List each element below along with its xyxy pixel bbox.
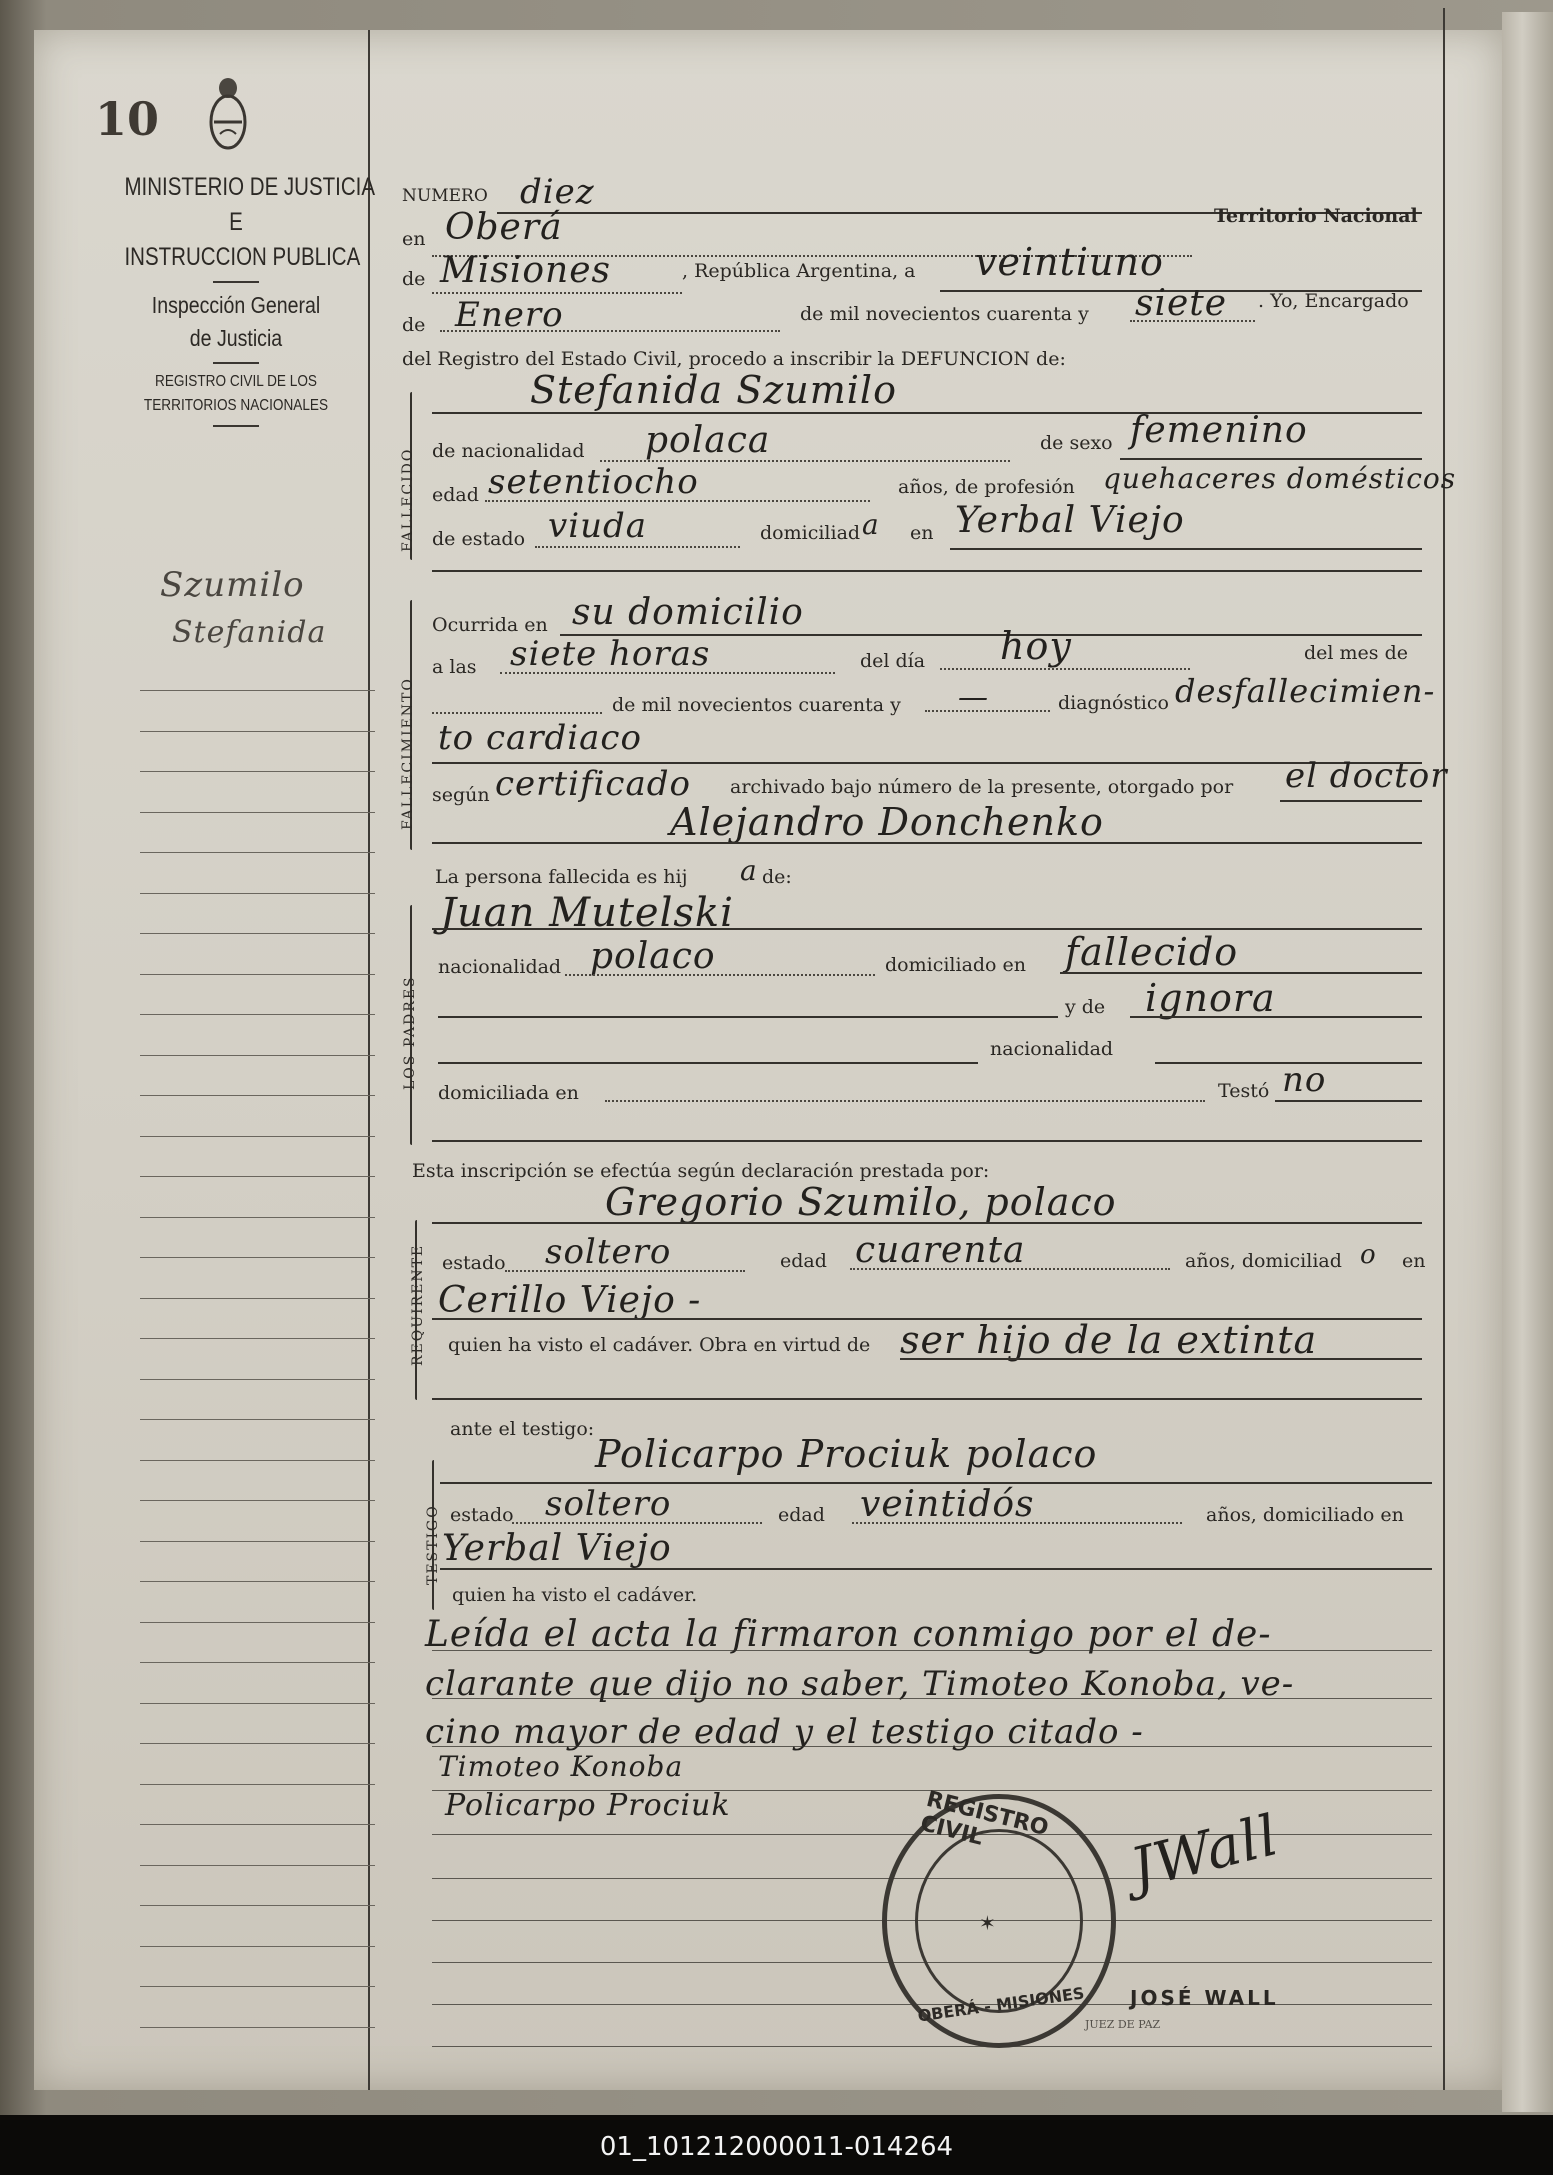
label-quien-ha-visto: quien ha visto el cadáver. Obra en virtud de — [448, 1334, 871, 1356]
line-padres-end — [432, 1140, 1422, 1142]
value-territorio: Misiones — [440, 250, 612, 291]
line-domicilio-test — [440, 1568, 1432, 1570]
label-en: en — [402, 228, 426, 250]
label-testo: Testó — [1218, 1080, 1270, 1102]
value-nacionalidad: polaca — [645, 420, 771, 461]
value-domiciliad-suffix: a — [862, 508, 880, 541]
label-yo-encargado: . Yo, Encargado — [1258, 290, 1409, 312]
label-anos-domiciliado: años, domiciliado en — [1206, 1504, 1404, 1526]
closing-rule-line — [432, 1746, 1432, 1747]
line-dia-fall — [940, 668, 1190, 670]
label-quien-ha-visto-2: quien ha visto el cadáver. — [452, 1584, 698, 1606]
margin-rule-line — [140, 1419, 375, 1421]
label-diagnostico: diagnóstico — [1058, 692, 1169, 714]
margin-rule-line — [140, 1865, 375, 1867]
page-number: 10 — [95, 92, 160, 146]
ministry-line-1: MINISTERIO DE JUSTICIA — [124, 173, 376, 201]
label-numero: NUMERO — [402, 186, 488, 206]
line-nacionalidad-madre-pre — [438, 1062, 978, 1064]
margin-rule-line — [140, 1055, 375, 1057]
margin-rule-line — [140, 1824, 375, 1826]
line-otorgado — [1280, 800, 1422, 802]
label-registro-defuncion: del Registro del Estado Civil, procedo a inscribir la DEFUNCION de: — [402, 348, 1066, 370]
value-declarante: Gregorio Szumilo, polaco — [605, 1180, 1117, 1224]
label-anos-profesion: años, de profesión — [898, 476, 1075, 498]
label-segun: según — [432, 784, 490, 806]
image-identifier: 01_101212000011-014264 — [0, 2120, 1553, 2175]
margin-rule-line — [140, 1784, 375, 1786]
line-testo — [1275, 1100, 1422, 1102]
margin-rule-line — [140, 1541, 375, 1543]
margin-note-surname: Szumilo — [160, 565, 305, 605]
line-edad-test — [852, 1522, 1182, 1524]
label-esta-inscripcion: Esta inscripción se efectúa según declaración prestada por: — [412, 1160, 990, 1182]
value-testo: no — [1282, 1060, 1327, 1100]
margin-rule-line — [140, 1500, 375, 1502]
margin-rule-line — [140, 1257, 375, 1259]
stamp-center-mark: ✶ — [979, 1911, 996, 1935]
ministry-line-2: E — [229, 208, 243, 236]
line-domicilio — [950, 548, 1422, 550]
label-en-decl: en — [1402, 1250, 1426, 1272]
line-padre — [432, 928, 1422, 930]
line-requirente-end — [432, 1398, 1422, 1400]
label-persona-fallecida: La persona fallecida es hij — [435, 866, 688, 888]
side-label-fallecimiento: FALLECIMIENTO — [400, 677, 416, 830]
value-dia-letras: veintiuno — [975, 240, 1164, 284]
value-domiciliad-suffix: o — [1360, 1240, 1377, 1270]
value-ano-fall: — — [958, 680, 989, 715]
label-domiciliad: domiciliad — [760, 522, 861, 544]
signature-declarante: Timoteo Konoba — [438, 1750, 684, 1783]
line-domicilio-madre — [605, 1100, 1205, 1102]
value-edad-decl: cuarenta — [855, 1230, 1026, 1271]
value-diagnostico-cont: to cardiaco — [438, 718, 642, 758]
line-ano-fall — [925, 710, 1050, 712]
registry-line-1: REGISTRO CIVIL DE LOS — [155, 372, 317, 390]
margin-rule-line — [140, 690, 375, 692]
stamp-bottom-text: OBERÁ - MISIONES — [916, 1983, 1086, 2026]
side-label-fallecido: FALLECIDO — [400, 447, 416, 552]
signature-testigo: Policarpo Prociuk — [445, 1788, 731, 1823]
label-republica: , República Argentina, a — [682, 260, 916, 282]
value-testigo: Policarpo Prociuk polaco — [595, 1432, 1098, 1476]
margin-rule-line — [140, 852, 375, 854]
value-otorgado: el doctor — [1285, 756, 1448, 796]
registry-line-2: TERRITORIOS NACIONALES — [143, 397, 329, 415]
label-de-mes: de — [402, 314, 426, 336]
line-estado — [535, 546, 740, 548]
closing-line-3: cino mayor de edad y el testigo citado - — [425, 1712, 1144, 1752]
value-lugar-fallecimiento: su domicilio — [572, 592, 804, 633]
value-edad: setentiocho — [488, 462, 699, 502]
coat-of-arms-icon — [206, 74, 250, 154]
value-ano: siete — [1135, 283, 1228, 324]
officer-signature: JWall — [1124, 1802, 1286, 1903]
value-domicilio-decl: Cerillo Viejo - — [438, 1280, 702, 1321]
officer-name: JOSÉ WALL — [1130, 1986, 1279, 2010]
closing-rule-line — [432, 1698, 1432, 1699]
label-mil-novecientos: de mil novecientos cuarenta y — [800, 303, 1089, 325]
line-virtud — [900, 1358, 1422, 1360]
label-del-dia: del día — [860, 650, 926, 672]
margin-rule-line — [140, 1743, 375, 1745]
margin-rule-line — [140, 731, 375, 733]
next-page-edge — [1502, 12, 1553, 2112]
line-ano — [1130, 320, 1255, 322]
line-estado-decl — [505, 1270, 745, 1272]
line-madre — [1130, 1016, 1422, 1018]
margin-rule-line — [140, 1460, 375, 1462]
label-nacionalidad-padre: nacionalidad — [438, 956, 562, 978]
line-domicilio-padre — [1060, 972, 1422, 974]
value-medico: Alejandro Donchenko — [670, 800, 1104, 844]
registry-stamp — [882, 1786, 1116, 2048]
value-estado: viuda — [548, 506, 648, 546]
value-hijo-suffix: a — [740, 854, 758, 887]
value-madre: ignora — [1145, 976, 1276, 1020]
divider — [213, 425, 259, 427]
margin-rule-line — [140, 1905, 375, 1907]
line-domicilio-cont — [432, 570, 1422, 572]
value-edad-test: veintidós — [860, 1484, 1035, 1525]
label-de-estado: de estado — [432, 528, 526, 550]
line-edad — [485, 500, 870, 502]
label-en-domicilio: en — [910, 522, 934, 544]
label-de-sexo: de sexo — [1040, 432, 1113, 454]
label-archivado: archivado bajo número de la presente, otorgado por — [730, 776, 1234, 798]
line-sexo — [1120, 458, 1422, 460]
value-diagnostico: desfallecimien- — [1175, 672, 1436, 710]
divider — [213, 281, 259, 283]
line-hora — [500, 672, 835, 674]
label-de-nacionalidad: de nacionalidad — [432, 440, 585, 462]
value-localidad: Oberá — [445, 207, 563, 248]
closing-line-2: clarante que dijo no saber, Timoteo Konoba, ve- — [425, 1664, 1295, 1704]
margin-rule-line — [140, 1946, 375, 1948]
ministry-line-3: INSTRUCCION PUBLICA — [124, 243, 361, 271]
value-domicilio: Yerbal Viejo — [955, 500, 1185, 541]
label-y-de: y de — [1065, 996, 1106, 1018]
closing-line-1: Leída el acta la firmaron conmigo por el de- — [425, 1614, 1272, 1655]
value-dia: hoy — [1000, 624, 1072, 668]
label-estado-test: estado — [450, 1504, 514, 1526]
label-nacionalidad-madre: nacionalidad — [990, 1038, 1114, 1060]
value-domicilio-padre: fallecido — [1065, 930, 1239, 974]
value-sexo: femenino — [1130, 410, 1308, 451]
value-domicilio-test: Yerbal Viejo — [442, 1528, 672, 1569]
value-virtud: ser hijo de la extinta — [900, 1318, 1318, 1362]
margin-rule-line — [140, 1379, 375, 1381]
margin-rule-line — [140, 1986, 375, 1988]
line-mes-fall — [432, 712, 602, 714]
margin-rule-line — [140, 1703, 375, 1705]
line-territorio — [432, 292, 682, 294]
ministry-header — [100, 170, 376, 433]
label-estado-decl: estado — [442, 1252, 506, 1274]
margin-rule-line — [140, 893, 375, 895]
value-estado-decl: soltero — [545, 1232, 672, 1272]
value-estado-test: soltero — [545, 1484, 672, 1524]
divider — [213, 362, 259, 364]
margin-rule-line — [140, 1662, 375, 1664]
margin-note-given-name: Stefanida — [172, 615, 327, 650]
line-nacionalidad-padre — [565, 974, 875, 976]
label-de: de — [402, 268, 426, 290]
margin-rule-line — [140, 1581, 375, 1583]
margin-rule-line — [140, 771, 375, 773]
margin-rule-line — [140, 933, 375, 935]
label-edad: edad — [432, 484, 479, 506]
value-profesion: quehaceres domésticos — [1103, 462, 1457, 495]
value-nacionalidad-padre: polaco — [590, 936, 716, 977]
margin-rule-line — [140, 812, 375, 814]
inspection-line-2: de Justicia — [189, 325, 283, 352]
label-edad-test: edad — [778, 1504, 825, 1526]
line-edad-decl — [850, 1268, 1170, 1270]
margin-rule-line — [140, 1136, 375, 1138]
margin-rule-line — [140, 1338, 375, 1340]
margin-rule-line — [140, 1622, 375, 1624]
label-a-las: a las — [432, 656, 477, 678]
value-padre: Juan Mutelski — [440, 890, 734, 936]
margin-rule-line — [140, 1217, 375, 1219]
label-domiciliado-en: domiciliado en — [885, 954, 1027, 976]
value-numero: diez — [520, 172, 595, 212]
officer-title: JUEZ DE PAZ — [1085, 2018, 1161, 2031]
side-label-padres: LOS PADRES — [402, 975, 418, 1090]
label-de-padres: de: — [762, 866, 792, 888]
label-edad-decl: edad — [780, 1250, 827, 1272]
value-segun: certificado — [495, 764, 691, 804]
margin-rule-line — [140, 1095, 375, 1097]
line-estado-test — [512, 1522, 762, 1524]
margin-rule-line — [140, 1298, 375, 1300]
value-mes: Enero — [455, 295, 564, 335]
label-domiciliada-en: domiciliada en — [438, 1082, 579, 1104]
label-mil-novecientos-2: de mil novecientos cuarenta y — [612, 694, 901, 716]
label-ante-el-testigo: ante el testigo: — [450, 1418, 595, 1440]
right-column-border — [1443, 8, 1445, 2090]
value-hora: siete horas — [510, 634, 711, 674]
line-madre-pre — [438, 1016, 1058, 1018]
line-mes — [440, 330, 780, 332]
label-ocurrida: Ocurrida en — [432, 614, 548, 636]
closing-rule-line — [432, 2046, 1432, 2047]
line-declarante — [432, 1222, 1422, 1224]
margin-rule-line — [140, 2027, 375, 2029]
side-label-testigo: TESTIGO — [425, 1504, 441, 1585]
label-territorio: Territorio Nacional — [1214, 205, 1418, 227]
line-medico — [432, 842, 1422, 844]
side-label-requirente: REQUIRENTE — [410, 1243, 426, 1366]
label-del-mes-de: del mes de — [1304, 642, 1408, 664]
margin-rule-line — [140, 1176, 375, 1178]
value-nombre-fallecido: Stefanida Szumilo — [530, 368, 897, 412]
margin-rule-line — [140, 974, 375, 976]
stamp-top-text: REGISTRO CIVIL — [917, 1786, 1051, 1851]
margin-rule-line — [140, 1014, 375, 1016]
inspection-line-1: Inspección General — [151, 292, 321, 318]
label-anos-domiciliad: años, domiciliad — [1185, 1250, 1342, 1272]
closing-rule-line — [432, 1650, 1432, 1651]
